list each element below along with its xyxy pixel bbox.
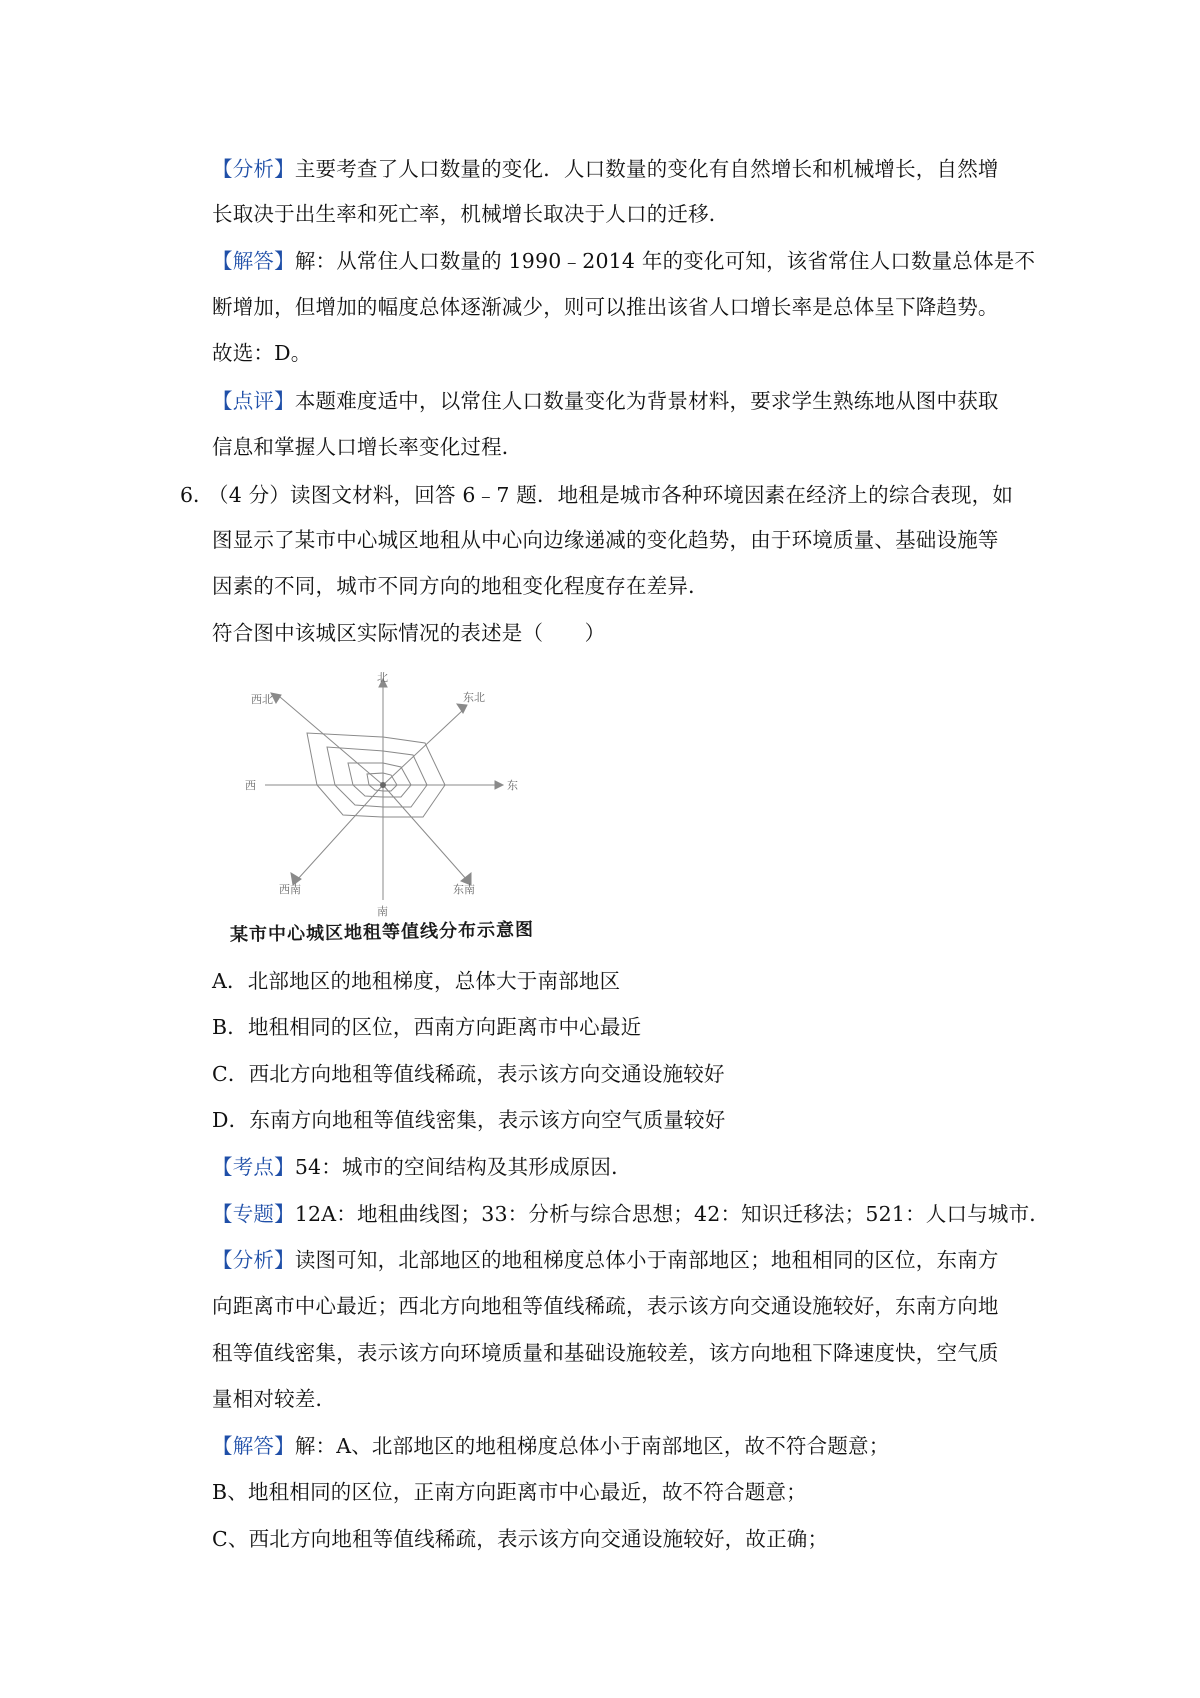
question-stem: 符合图中该城区实际情况的表述是（ ） [212,621,606,645]
direction-east: 东 [507,779,518,792]
answer2-line-2: B、地租相同的区位，正南方向距离市中心最近，故不符合题意； [212,1480,807,1504]
question-line-2: 图显示了某市中心城区地租从中心向边缘递减的变化趋势，由于环境质量、基础设施等 [212,528,999,552]
direction-southeast: 东南 [453,883,475,896]
answer-line-2: 断增加，但增加的幅度总体逐渐减少，则可以推出该省人口增长率是总体呈下降趋势。 [212,295,999,319]
rent-contour-diagram [245,675,575,915]
figure-caption: 某市中心城区地租等值线分布示意图 [229,919,535,946]
direction-northwest: 西北 [251,693,273,706]
answer-tag: 【解答】 [212,249,295,273]
answer-choice: 故选：D。 [212,341,312,365]
analysis-tag: 【分析】 [212,157,295,181]
direction-north: 北 [377,671,388,684]
question-number: 6． [180,483,214,507]
analysis2-tag: 【分析】 [212,1248,295,1272]
option-b: B．地租相同的区位，西南方向距离市中心最近 [212,1015,642,1039]
option-a: A．北部地区的地租梯度，总体大于南部地区 [212,969,621,993]
answer2-line-3: C、西北方向地租等值线稀疏，表示该方向交通设施较好，故正确； [212,1527,829,1551]
direction-southwest: 西南 [279,883,301,896]
topic-tag: 【专题】 [212,1202,295,1226]
analysis-line-1: 【分析】主要考查了人口数量的变化．人口数量的变化有自然增长和机械增长，自然增 [212,157,999,181]
answer-line-1: 【解答】解：从常住人口数量的 1990﹣2014 年的变化可知，该省常住人口数量总体是不 [212,249,1036,273]
analysis-line-2: 长取决于出生率和死亡率，机械增长取决于人口的迁移． [212,202,730,226]
answer2-line-1: 【解答】解：A、北部地区的地租梯度总体小于南部地区，故不符合题意； [212,1434,890,1458]
analysis2-line-2: 向距离市中心最近；西北方向地租等值线稀疏，表示该方向交通设施较好，东南方向地 [212,1294,999,1318]
topic-line: 【专题】12A：地租曲线图；33：分析与综合思想；42：知识迁移法；521：人口与城市． [212,1202,1050,1226]
analysis2-line-3: 租等值线密集，表示该方向环境质量和基础设施较差，该方向地租下降速度快，空气质 [212,1341,999,1365]
comment-tag: 【点评】 [212,389,295,413]
comment-line-1: 【点评】本题难度适中，以常住人口数量变化为背景材料，要求学生熟练地从图中获取 [212,389,999,413]
analysis2-line-4: 量相对较差． [212,1387,337,1411]
direction-west: 西 [245,779,256,792]
knowledge-point-line: 【考点】54：城市的空间结构及其形成原因． [212,1155,632,1179]
knowledge-point-tag: 【考点】 [212,1155,295,1179]
question-line-3: 因素的不同，城市不同方向的地租变化程度存在差异． [212,574,709,598]
option-d: D．东南方向地租等值线密集，表示该方向空气质量较好 [212,1108,726,1132]
question-line-1: （4 分）读图文材料，回答 6﹣7 题．地租是城市各种环境因素在经济上的综合表现，如 [208,483,1014,507]
comment-line-2: 信息和掌握人口增长率变化过程． [212,435,523,459]
answer2-tag: 【解答】 [212,1434,295,1458]
direction-northeast: 东北 [463,691,485,704]
rent-contour-figure [245,671,575,955]
direction-south: 南 [377,905,388,918]
option-c: C．西北方向地租等值线稀疏，表示该方向交通设施较好 [212,1062,725,1086]
analysis2-line-1: 【分析】读图可知，北部地区的地租梯度总体小于南部地区；地租相同的区位，东南方 [212,1248,999,1272]
